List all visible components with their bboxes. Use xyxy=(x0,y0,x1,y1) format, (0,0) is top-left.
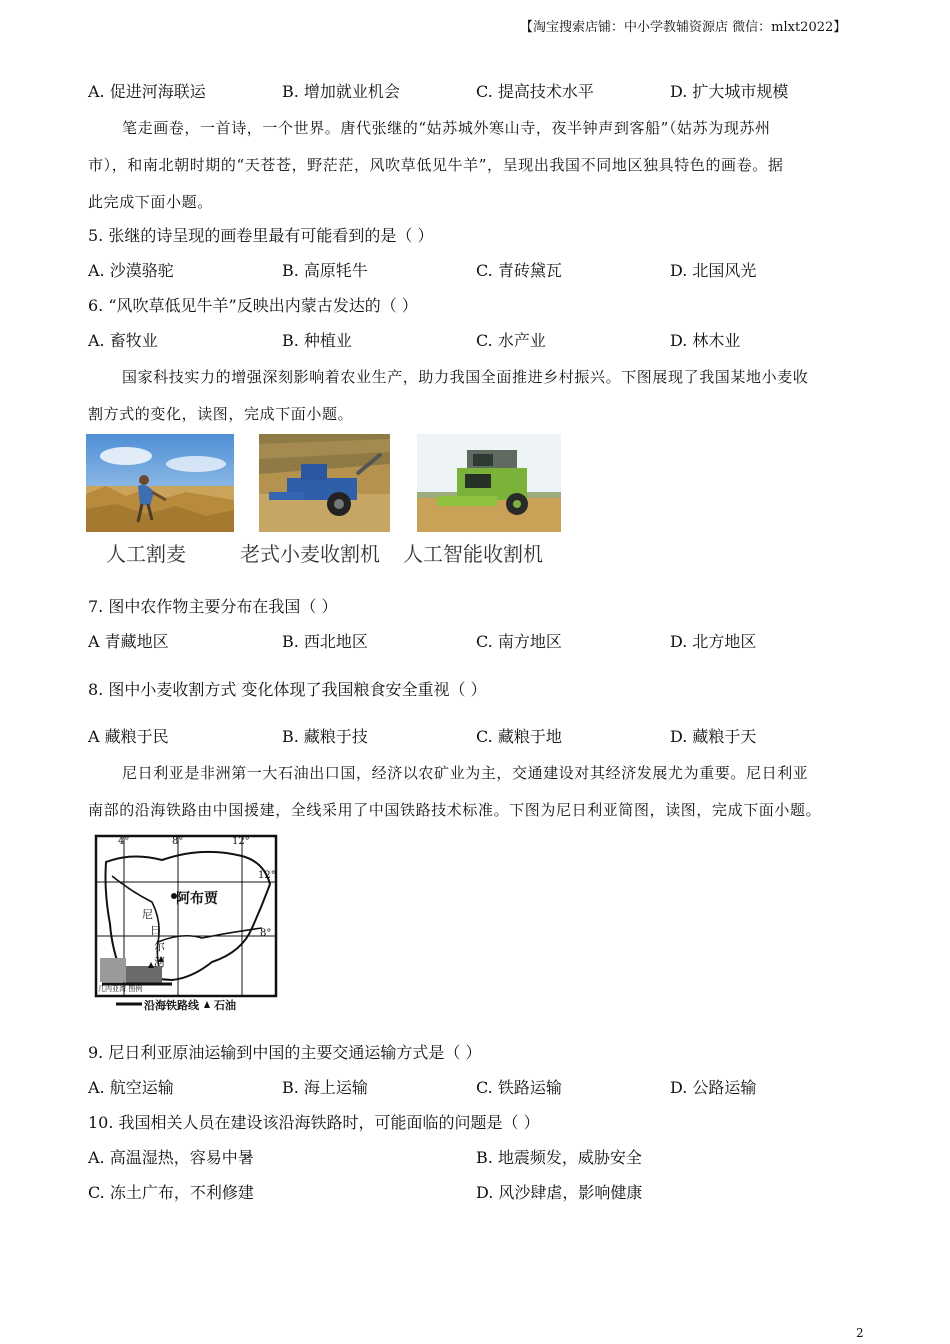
map-legend-oil: 石油 xyxy=(214,999,236,1012)
q4-option-b: B. 增加就业机会 xyxy=(282,82,400,101)
q10-stem: 10. 我国相关人员在建设该沿海铁路时，可能面临的问题是（ ） xyxy=(88,1113,540,1132)
q8-option-b: B. 藏粮于技 xyxy=(282,727,368,746)
q8-option-c: C. 藏粮于地 xyxy=(476,727,562,746)
q6-option-c: C. 水产业 xyxy=(476,331,546,350)
q6-option-d: D. 林木业 xyxy=(670,331,741,350)
passage2-line1: 国家科技实力的增强深刻影响着农业生产，助力我国全面推进乡村振兴。下图展现了我国某地小麦收 xyxy=(122,368,809,386)
q9-option-b: B. 海上运输 xyxy=(282,1078,368,1097)
q9-option-c: C. 铁路运输 xyxy=(476,1078,562,1097)
map-legend-extra: 几内亚湾 图例 xyxy=(98,985,143,993)
page-number: 2 xyxy=(856,1326,864,1340)
q7-option-a: A 青藏地区 xyxy=(88,632,169,651)
map-lat-label-8: 8° xyxy=(260,928,272,939)
q5-option-c: C. 青砖黛瓦 xyxy=(476,261,562,280)
passage1-line3: 此完成下面小题。 xyxy=(88,193,213,211)
q4-option-c: C. 提高技术水平 xyxy=(476,82,594,101)
q10-option-d: D. 风沙肆虐，影响健康 xyxy=(476,1183,643,1202)
q5-stem: 5. 张继的诗呈现的画卷里最有可能看到的是（ ） xyxy=(88,226,434,245)
map-lon-label-12: 12° xyxy=(232,836,250,847)
map-lat-label-12: 12° xyxy=(258,870,276,881)
q9-option-a: A. 航空运输 xyxy=(88,1078,174,1097)
caption-manual-harvest: 人工割麦 xyxy=(106,542,186,566)
photo-old-harvester xyxy=(259,434,390,532)
q10-option-c: C. 冻土广布，不利修建 xyxy=(88,1183,254,1202)
q9-option-d: D. 公路运输 xyxy=(670,1078,757,1097)
nigeria-map xyxy=(92,832,280,1018)
map-capital-label: 阿布贾 xyxy=(176,891,218,907)
q5-option-a: A. 沙漠骆驼 xyxy=(88,261,174,280)
q7-option-d: D. 北方地区 xyxy=(670,632,757,651)
q8-option-d: D. 藏粮于天 xyxy=(670,727,757,746)
caption-smart-harvester: 人工智能收割机 xyxy=(403,542,543,566)
q6-option-b: B. 种植业 xyxy=(282,331,352,350)
q8-stem: 8. 图中小麦收割方式 变化体现了我国粮食安全重视（ ） xyxy=(88,680,487,699)
passage3-line2: 南部的沿海铁路由中国援建，全线采用了中国铁路技术标准。下图为尼日利亚简图，读图，完成下面小题。 xyxy=(88,801,822,819)
map-river-char-1: 尼 xyxy=(142,908,153,921)
map-legend-railway: 沿海铁路线 xyxy=(144,999,199,1012)
q6-option-a: A. 畜牧业 xyxy=(88,331,158,350)
map-river-char-2: 日 xyxy=(150,924,161,937)
q5-option-b: B. 高原牦牛 xyxy=(282,261,368,280)
q6-stem: 6. “风吹草低见牛羊”反映出内蒙古发达的（ ） xyxy=(88,296,418,315)
map-river-char-4: 河 xyxy=(154,956,165,969)
q10-option-b: B. 地震频发，威胁安全 xyxy=(476,1148,642,1167)
passage3-line1: 尼日利亚是非洲第一大石油出口国，经济以农矿业为主，交通建设对其经济发展尤为重要。尼日利亚 xyxy=(122,764,809,782)
map-lon-label-4: 4° xyxy=(118,836,130,847)
q4-option-a: A. 促进河海联运 xyxy=(88,82,206,101)
q9-stem: 9. 尼日利亚原油运输到中国的主要交通运输方式是（ ） xyxy=(88,1043,482,1062)
photo-manual-harvest xyxy=(86,434,234,532)
q5-option-d: D. 北国风光 xyxy=(670,261,757,280)
passage1-line2: 市），和南北朝时期的“天苍苍，野茫茫，风吹草低见牛羊”，呈现出我国不同地区独具特色的画卷。据 xyxy=(88,156,784,174)
q10-option-a: A. 高温湿热，容易中暑 xyxy=(88,1148,254,1167)
passage1-line1: 笔走画卷，一首诗，一个世界。唐代张继的“姑苏城外寒山寺，夜半钟声到客船”（姑苏为现苏州 xyxy=(122,119,771,137)
map-lon-label-8: 8° xyxy=(172,836,184,847)
photo-smart-harvester xyxy=(417,434,561,532)
caption-old-harvester: 老式小麦收割机 xyxy=(240,542,380,566)
q7-option-b: B. 西北地区 xyxy=(282,632,368,651)
passage2-line2: 割方式的变化，读图，完成下面小题。 xyxy=(88,405,354,423)
map-river-char-3: 尔 xyxy=(154,940,165,953)
q4-option-d: D. 扩大城市规模 xyxy=(670,82,789,101)
q7-option-c: C. 南方地区 xyxy=(476,632,562,651)
page-header: 【淘宝搜索店铺：中小学教辅资源店 微信：mlxt2022】 xyxy=(520,20,847,35)
q7-stem: 7. 图中农作物主要分布在我国（ ） xyxy=(88,597,338,616)
q8-option-a: A 藏粮于民 xyxy=(88,727,169,746)
